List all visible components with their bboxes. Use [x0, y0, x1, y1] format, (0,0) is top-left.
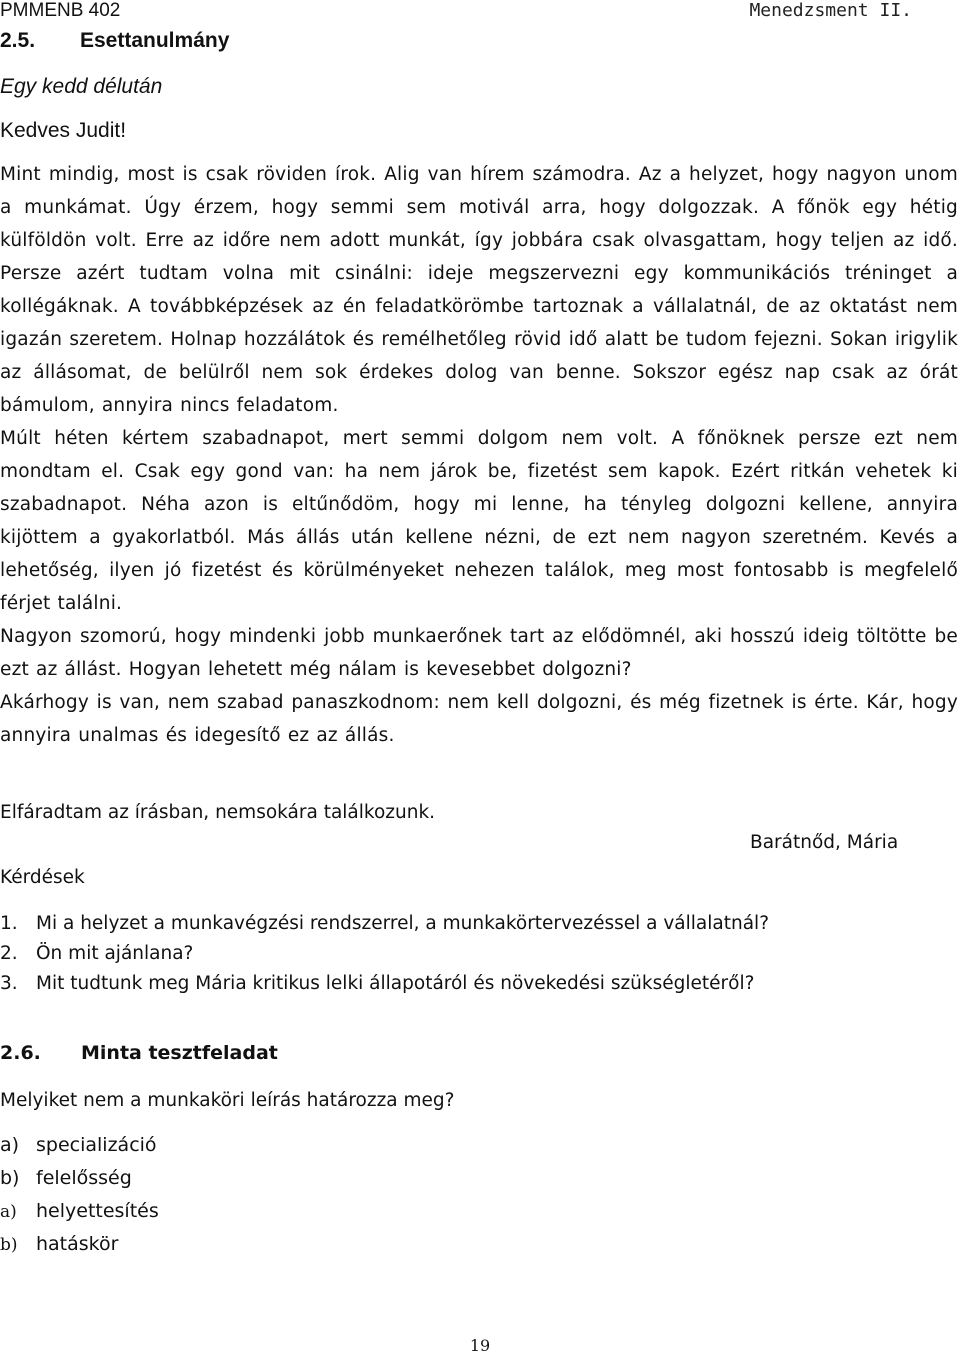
- header-course-title: Menedzsment II.: [749, 0, 912, 21]
- letter-closing: Elfáradtam az írásban, nemsokára találkozunk.: [0, 802, 436, 823]
- answer-text: helyettesítés: [36, 1200, 159, 1222]
- case-subtitle: Egy kedd délután: [0, 75, 163, 98]
- section-number: 2.6.: [0, 1042, 41, 1064]
- answer-text: felelősség: [36, 1167, 132, 1189]
- questions-title: Kérdések: [0, 867, 85, 888]
- section-title: Minta tesztfeladat: [81, 1042, 278, 1064]
- answer-option: [0, 1164, 159, 1197]
- question-number: 3.: [0, 973, 18, 994]
- answer-option: [0, 1197, 159, 1230]
- letter-paragraph: Mint mindig, most is csak röviden írok. Alig van hírem számodra. Az a helyzet, hogy nagyon unom a munkámat. Úgy érzem, hogy semmi sem motivál arra, hogy dolgozzak. A főnök egy hétig külföldön volt. Erre az időre nem adott munkát, így jobbára csak olvasgattam, hogy teljen az idő. Persze azért tudtam volna mit csinálni: ideje megszervezni egy kommunikációs tréninget a kollégáknak. A továbbképzések az én feladatkörömbe tartoznak a vállalatnál, de az oktatást nem igazán szeretem. Holnap hozzálátok és remélhetőleg rövid idő alatt be tudom fejezni. Sokan irigylik az állásomat, de belülről nem sok érdekes dolog van benne. Sokszor egész nap csak az órát bámulom, annyira nincs feladatom.: [0, 164, 958, 416]
- letter-signature: Barátnőd, Mária: [750, 832, 899, 853]
- header-course-code: PMMENB 402: [0, 0, 121, 21]
- question-number: 1.: [0, 913, 18, 934]
- answer-marker: a): [0, 1202, 17, 1222]
- answer-options: [0, 1131, 159, 1263]
- section-heading-sample-test: [0, 1040, 278, 1066]
- question-text: Mit tudtunk meg Mária kritikus lelki állapotáról és növekedési szükségletéről?: [36, 973, 755, 994]
- question-item: [0, 971, 769, 1001]
- question-number: 2.: [0, 943, 18, 964]
- question-item: [0, 941, 769, 971]
- letter-paragraph: Múlt héten kértem szabadnapot, mert semmi dolgom nem volt. A főnöknek persze ezt nem mondtam el. Csak egy gond van: ha nem járok be, fizetést sem kapok. Ezért ritkán vehetek ki szabadnapot. Néha azon is eltűnődöm, hogy mi lenne, ha tényleg dolgozni kellene, annyira kijöttem a gyakorlatból. Más állás után kellene nézni, de ezt nem nagyon szeretném. Kevés a lehetőség, ilyen jó fizetést és körülményeket nehezen találok, meg most fontosabb is megfelelő férjet találni.: [0, 428, 958, 614]
- answer-text: hatáskör: [36, 1233, 119, 1255]
- answer-marker: b): [0, 1167, 20, 1189]
- letter-paragraph: Nagyon szomorú, hogy mindenki jobb munkaerőnek tart az elődömnél, aki hosszú ideig töltötte be ezt az állást. Hogyan lehetett még nálam is kevesebbet dolgozni?: [0, 626, 958, 680]
- letter-greeting: Kedves Judit!: [0, 119, 127, 142]
- letter-body: [0, 158, 958, 752]
- section-number: 2.5.: [0, 29, 36, 52]
- letter-paragraph: Akárhogy is van, nem szabad panaszkodnom: nem kell dolgozni, és még fizetnek is érte. Kár, hogy annyira unalmas és idegesítő ez az állás.: [0, 692, 958, 746]
- question-item: [0, 911, 769, 941]
- test-question: Melyiket nem a munkaköri leírás határozza meg?: [0, 1090, 455, 1111]
- question-text: Mi a helyzet a munkavégzési rendszerrel, a munkakörtervezéssel a vállalatnál?: [36, 913, 770, 934]
- answer-option: [0, 1131, 159, 1164]
- section-title: Esettanulmány: [80, 29, 230, 52]
- questions-list: [0, 911, 769, 1001]
- answer-option: [0, 1230, 159, 1263]
- answer-marker: b): [0, 1235, 18, 1255]
- section-heading-case-study: [0, 28, 229, 54]
- page-number: 19: [469, 1336, 491, 1355]
- answer-text: specializáció: [36, 1134, 157, 1156]
- question-text: Ön mit ajánlana?: [36, 943, 194, 964]
- answer-marker: a): [0, 1134, 20, 1156]
